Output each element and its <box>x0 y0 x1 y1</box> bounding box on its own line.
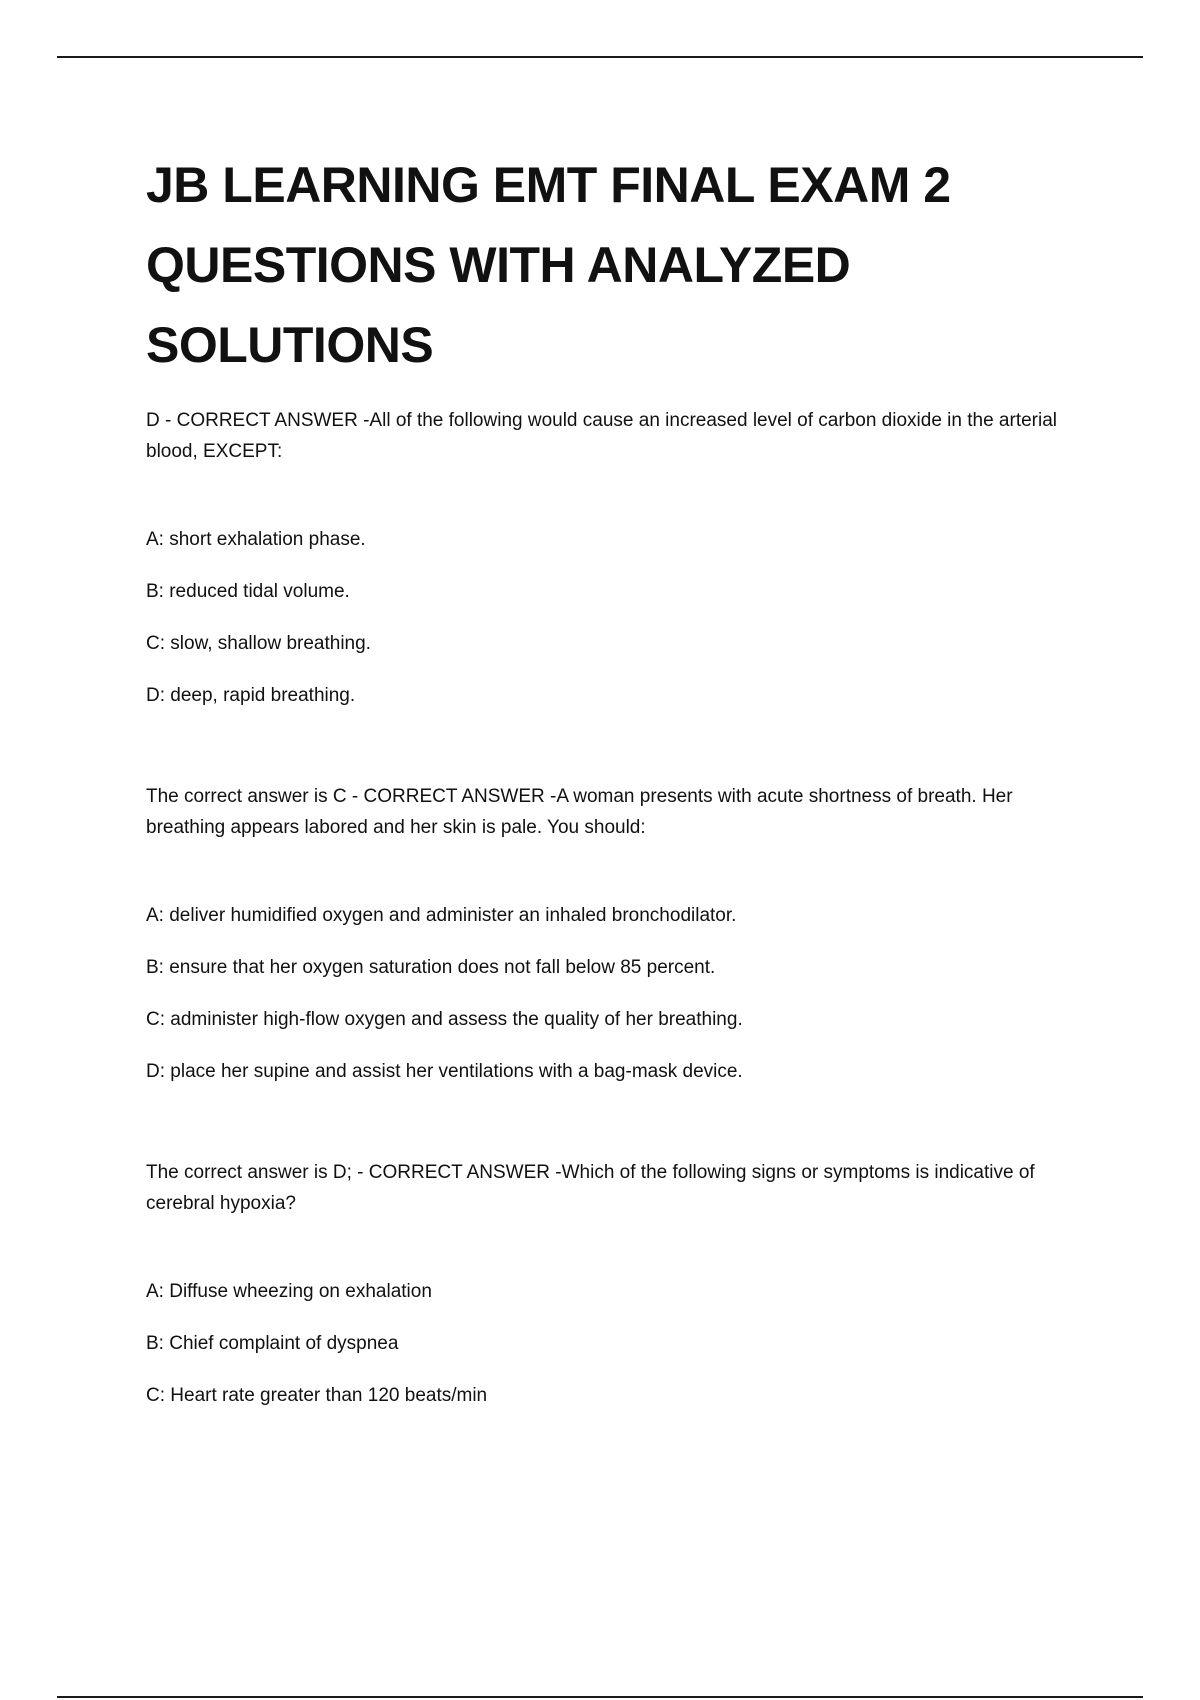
title-line-2: QUESTIONS WITH ANALYZED <box>146 237 851 293</box>
bottom-rule <box>57 1696 1143 1698</box>
question-1-option-a: A: short exhalation phase. <box>146 529 366 550</box>
question-3-text: The correct answer is D; - CORRECT ANSWER -Which of the following signs or symptoms is indicative of cerebral hypoxia? <box>146 1162 1035 1214</box>
question-1 <box>146 405 1096 711</box>
question-1-option-d: D: deep, rapid breathing. <box>146 685 356 706</box>
question-2 <box>146 781 1096 1087</box>
question-2-option-a: A: deliver humidified oxygen and administer an inhaled bronchodilator. <box>146 905 737 926</box>
question-2-option-c: C: administer high-flow oxygen and assess the quality of her breathing. <box>146 1009 743 1030</box>
top-rule <box>57 56 1143 58</box>
question-1-text: D - CORRECT ANSWER -All of the following would cause an increased level of carbon dioxide in the arterial blood, EXCEPT: <box>146 410 1058 462</box>
question-3-option-a: A: Diffuse wheezing on exhalation <box>146 1281 432 1302</box>
question-1-option-b: B: reduced tidal volume. <box>146 581 350 602</box>
question-3-options <box>146 1276 1096 1411</box>
question-1-option-c: C: slow, shallow breathing. <box>146 633 371 654</box>
question-3-option-c: C: Heart rate greater than 120 beats/min <box>146 1385 488 1406</box>
document-body <box>146 145 1096 1411</box>
question-2-options <box>146 900 1096 1087</box>
question-2-text: The correct answer is C - CORRECT ANSWER -A woman presents with acute shortness of breath. Her breathing appears labored and her skin is pale. You should: <box>146 786 1013 838</box>
document-title <box>146 145 1096 385</box>
title-line-1: JB LEARNING EMT FINAL EXAM 2 <box>146 157 951 213</box>
question-1-options <box>146 524 1096 711</box>
question-3-option-b: B: Chief complaint of dyspnea <box>146 1333 399 1354</box>
question-2-option-b: B: ensure that her oxygen saturation does not fall below 85 percent. <box>146 957 716 978</box>
question-3 <box>146 1157 1096 1411</box>
question-2-option-d: D: place her supine and assist her ventilations with a bag-mask device. <box>146 1061 743 1082</box>
title-line-3: SOLUTIONS <box>146 317 434 373</box>
